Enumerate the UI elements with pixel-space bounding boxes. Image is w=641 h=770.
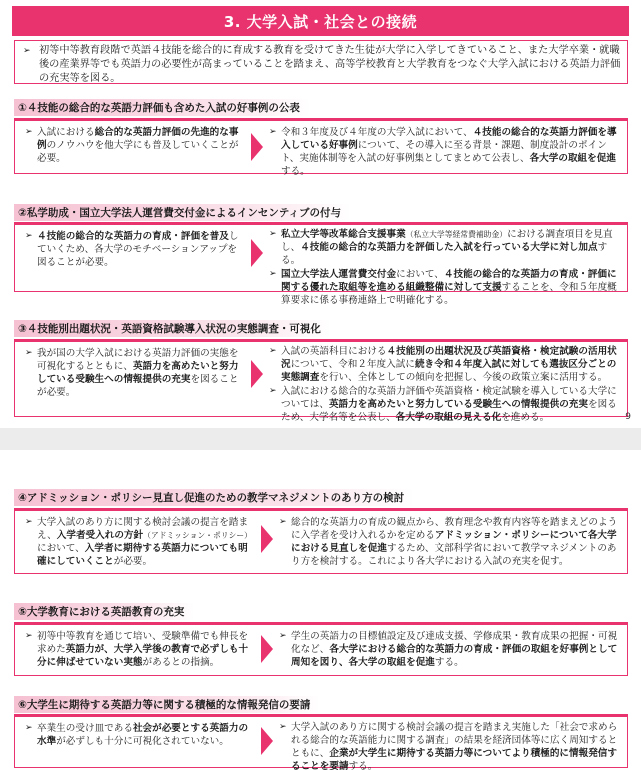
section-6-left: ➢ 卒業生の受け皿である社会が必要とする英語力の水準が必ずしも十分に可視化されていない。 — [25, 723, 249, 747]
arrow-bullet-icon: ➢ — [269, 346, 277, 356]
section-6-right: ➢ 大学入試のあり方に関する検討会議の提言を踏まえ実施した「社会で求められる総合的な英語能力に関する調査」の結果を経済団体等に広く周知するとともに、企業が大学生に期待する英語力等についてより積極的に情報発信することを要請する。 — [279, 722, 618, 770]
page-number: 9 — [625, 412, 631, 422]
arrow-bullet-icon: ➢ — [25, 231, 33, 241]
page-gap — [0, 428, 641, 450]
section-2-box — [14, 222, 628, 306]
section-3-right: ➢ 入試の英語科目における４技能別の出題状況及び英語資格・検定試験の活用状況について、令和２年度入試に続き令和４年度入試に対しても選抜区分ごとの実態調査を行い、全体としての傾向を把握し、今後の政策立案に活用する。 ➢ 入試における総合的な英語力評価や英語資格・検定試験を導入している大学については、英語力を高めたいと努力している受験生への情報提供の充実を図るため、大学名等を公表し、各大学の取組の見える化を進める。 — [269, 346, 617, 423]
section-2-right: ➢ 私立大学等改革総合支援事業（私立大学等経常費補助金）における調査項目を見直し、４技能の総合的な英語力を評価した入試を行っている大学に対し加点する。 ➢ 国立大学法人運営費交付金において、４技能の総合的な英語力の育成・評価に関する優れた取組等を進める組織整備に対して支援することを、令和５年度概算要求に係る事務連絡上で明確化する。 — [269, 229, 617, 306]
right-arrow-icon — [261, 727, 273, 755]
right-arrow-icon — [251, 360, 263, 388]
intro-text: 初等中等教育段階で英語４技能を総合的に育成する教育を受けてきた生徒が大学に入学してきていること、また大学卒業・就職後の産業界等でも英語力の必要性が高まっていることを踏まえ、高等学校教育と大学教育をつなぐ大学入試における英語力評価の充実等を図る。 — [39, 45, 621, 84]
section-4-box — [14, 508, 628, 574]
section-5-left: ➢ 初等中等教育を通じて培い、受験準備でも伸長を求めた英語力が、大学入学後の教育で必ずしも十分に伸ばせていない実態があるとの指摘。 — [25, 631, 249, 668]
section-1-right: ➢ 令和３年度及び４年度の大学入試において、４技能の総合的な英語力評価を導入している好事例について、その導入に至る背景・課題、制度設計のポイント、実施体制等を入試の好事例集としてまとめて公表し、各大学の取組を促進する。 — [269, 127, 617, 177]
section-2-left: ➢ ４技能の総合的な英語力の育成・評価を普及していくため、各大学のモチベーションアップを図ることが必要。 — [25, 231, 239, 268]
arrow-bullet-icon: ➢ — [269, 127, 277, 137]
arrow-bullet-icon: ➢ — [25, 127, 33, 137]
right-arrow-icon — [251, 239, 263, 267]
section-2-heading: ②私学助成・国立大学法人運営費交付金によるインセンティブの付与 — [10, 203, 351, 221]
right-arrow-icon — [261, 635, 273, 663]
page-title: 3. 大学入試・社会との接続 — [12, 6, 629, 36]
arrow-bullet-icon: ➢ — [279, 722, 287, 732]
arrow-bullet-icon: ➢ — [25, 631, 33, 641]
arrow-bullet-icon: ➢ — [269, 269, 277, 279]
arrow-bullet-icon: ➢ — [269, 229, 277, 239]
arrow-bullet-icon: ➢ — [23, 46, 31, 56]
section-3-box — [14, 339, 628, 423]
section-1-left: ➢ 入試における総合的な英語力評価の先進的な事例のノウハウを他大学にも普及していくことが必要。 — [25, 127, 239, 164]
section-4-left: ➢ 大学入試のあり方に関する検討会議の提言を踏まえ、入学者受入れの方針（アドミッション・ポリシー）において、入学者に期待する英語力についても明確にしていくことが必要。 — [25, 517, 252, 567]
section-4-heading: ④アドミッション・ポリシー見直し促進のための教学マネジメントのあり方の検討 — [10, 488, 414, 506]
section-6-heading: ⑥大学生に期待する英語力等に関する積極的な情報発信の要請 — [10, 695, 320, 713]
section-3-left: ➢ 我が国の大学入試における英語力評価の実態を可視化するとともに、英語力を高めたいと努力している受験生への情報提供の充実を図ることが必要。 — [25, 348, 239, 398]
arrow-bullet-icon: ➢ — [269, 386, 277, 396]
intro-box — [14, 40, 628, 84]
arrow-bullet-icon: ➢ — [279, 517, 287, 527]
arrow-bullet-icon: ➢ — [25, 348, 33, 358]
section-6-box — [14, 714, 628, 768]
section-5-right: ➢ 学生の英語力の目標値設定及び達成支援、学修成果・教育成果の把握・可視化など、各大学における総合的な英語力の育成・評価の取組を好事例として周知を図り、各大学の取組を促進する。 — [279, 631, 618, 668]
arrow-bullet-icon: ➢ — [25, 723, 33, 733]
section-3-heading: ③４技能別出題状況・英語資格試験導入状況の実態調査・可視化 — [10, 319, 331, 337]
section-1-heading: ①４技能の総合的な英語力評価も含めた入試の好事例の公表 — [10, 98, 310, 116]
arrow-bullet-icon: ➢ — [25, 517, 33, 527]
section-1-box — [14, 118, 628, 177]
section-4-right: ➢ 総合的な英語力の育成の観点から、教育理念や教育内容等を踏まえどのように入学者を受け入れるかを定めるアドミッション・ポリシーについて各大学における見直しを促進するため、文部科学省において教学マネジメントのあり方を検討する。これにより各大学における入試の充実を促す。 — [279, 517, 618, 567]
slide-page-10 — [0, 450, 641, 770]
right-arrow-icon — [251, 133, 263, 161]
section-5-box — [14, 622, 628, 676]
arrow-bullet-icon: ➢ — [279, 631, 287, 641]
section-5-heading: ⑤大学教育における英語教育の充実 — [10, 602, 194, 620]
right-arrow-icon — [261, 525, 273, 553]
